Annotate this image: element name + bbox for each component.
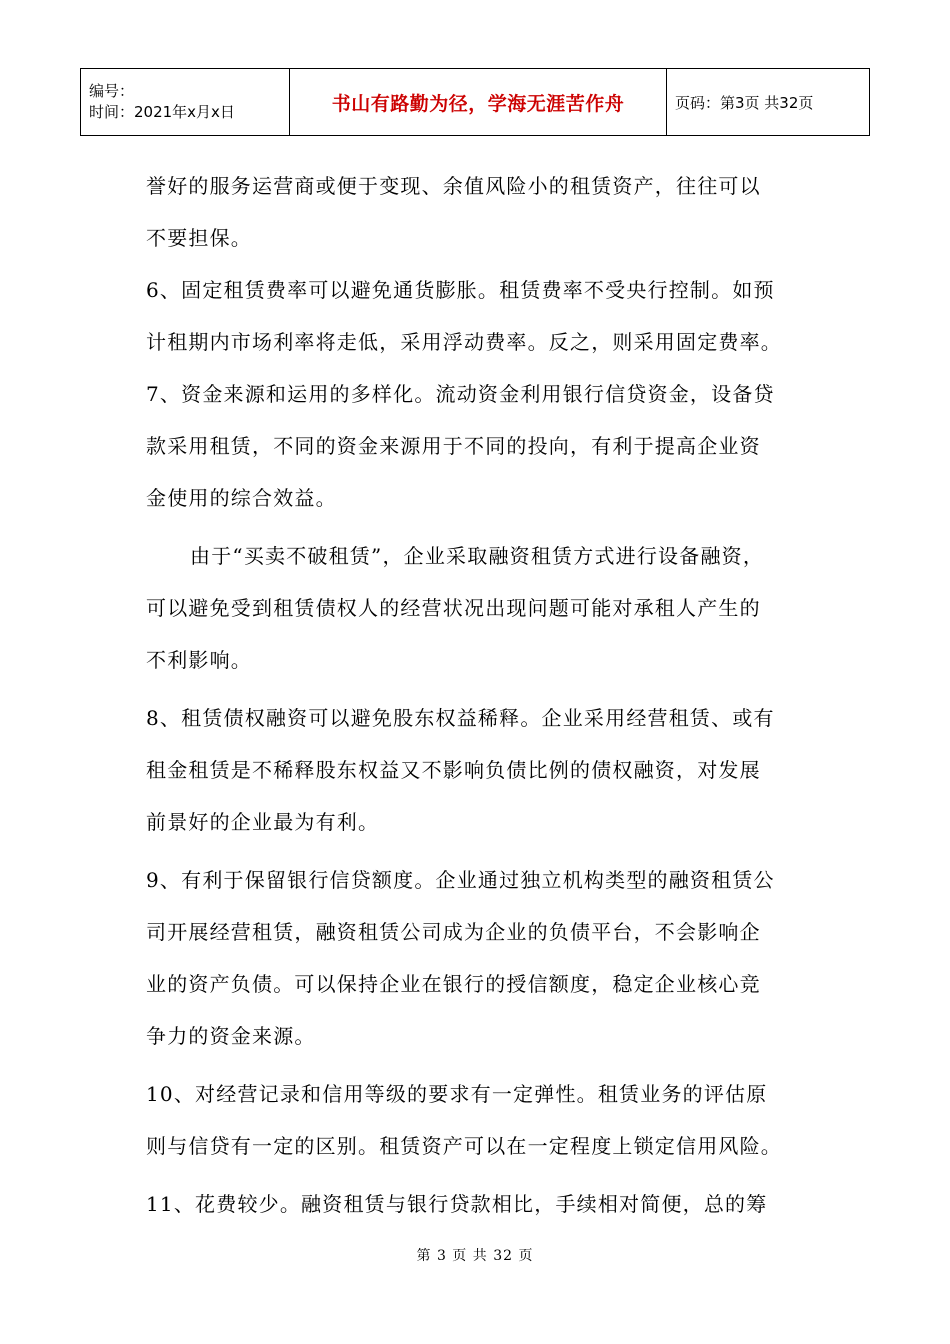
header-motto: 书山有路勤为径，学海无涯苦作舟 <box>290 69 667 136</box>
document-number-label: 编号： <box>89 82 135 100</box>
document-body <box>146 160 814 1230</box>
document-time-label: 时间：2021年x月x日 <box>89 103 235 121</box>
header-meta-cell <box>81 69 290 136</box>
paragraph-line: 可以避免受到租赁债权人的经营状况出现问题可能对承租人产生的 <box>146 596 761 620</box>
paragraph-line: 8、租赁债权融资可以避免股东权益稀释。企业采用经营租赁、或有 <box>146 706 775 730</box>
paragraph-line: 金使用的综合效益。 <box>146 486 337 510</box>
header-table <box>80 68 870 136</box>
paragraph-line: 10、对经营记录和信用等级的要求有一定弹性。租赁业务的评估原 <box>146 1082 768 1106</box>
paragraph-line: 计租期内市场利率将走低，采用浮动费率。反之，则采用固定费率。 <box>146 330 782 354</box>
paragraph-line: 租金租赁是不稀释股东权益又不影响负债比例的债权融资，对发展 <box>146 758 761 782</box>
paragraph-line: 则与信贷有一定的区别。租赁资产可以在一定程度上锁定信用风险。 <box>146 1134 782 1158</box>
paragraph-line: 7、资金来源和运用的多样化。流动资金利用银行信贷资金，设备贷 <box>146 382 775 406</box>
paragraph-line: 由于“买卖不破租赁”，企业采取融资租赁方式进行设备融资， <box>190 544 765 568</box>
header-page-label: 页码：第3页 共32页 <box>667 69 870 136</box>
paragraph-line: 不要担保。 <box>146 226 252 250</box>
page-footer: 第 3 页 共 32 页 <box>416 1248 534 1264</box>
paragraph-line: 不利影响。 <box>146 648 252 672</box>
paragraph-line: 款采用租赁，不同的资金来源用于不同的投向，有利于提高企业资 <box>146 434 761 458</box>
paragraph-line: 争力的资金来源。 <box>146 1024 316 1048</box>
paragraph-line: 业的资产负债。可以保持企业在银行的授信额度，稳定企业核心竞 <box>146 972 761 996</box>
paragraph-line: 11、花费较少。融资租赁与银行贷款相比，手续相对简便，总的筹 <box>146 1192 768 1216</box>
paragraph-line: 9、有利于保留银行信贷额度。企业通过独立机构类型的融资租赁公 <box>146 868 775 892</box>
paragraph-line: 6、固定租赁费率可以避免通货膨胀。租赁费率不受央行控制。如预 <box>146 278 775 302</box>
paragraph-line: 前景好的企业最为有利。 <box>146 810 380 834</box>
paragraph-line: 司开展经营租赁，融资租赁公司成为企业的负债平台，不会影响企 <box>146 920 761 944</box>
paragraph-line: 誉好的服务运营商或便于变现、余值风险小的租赁资产，往往可以 <box>146 174 761 198</box>
